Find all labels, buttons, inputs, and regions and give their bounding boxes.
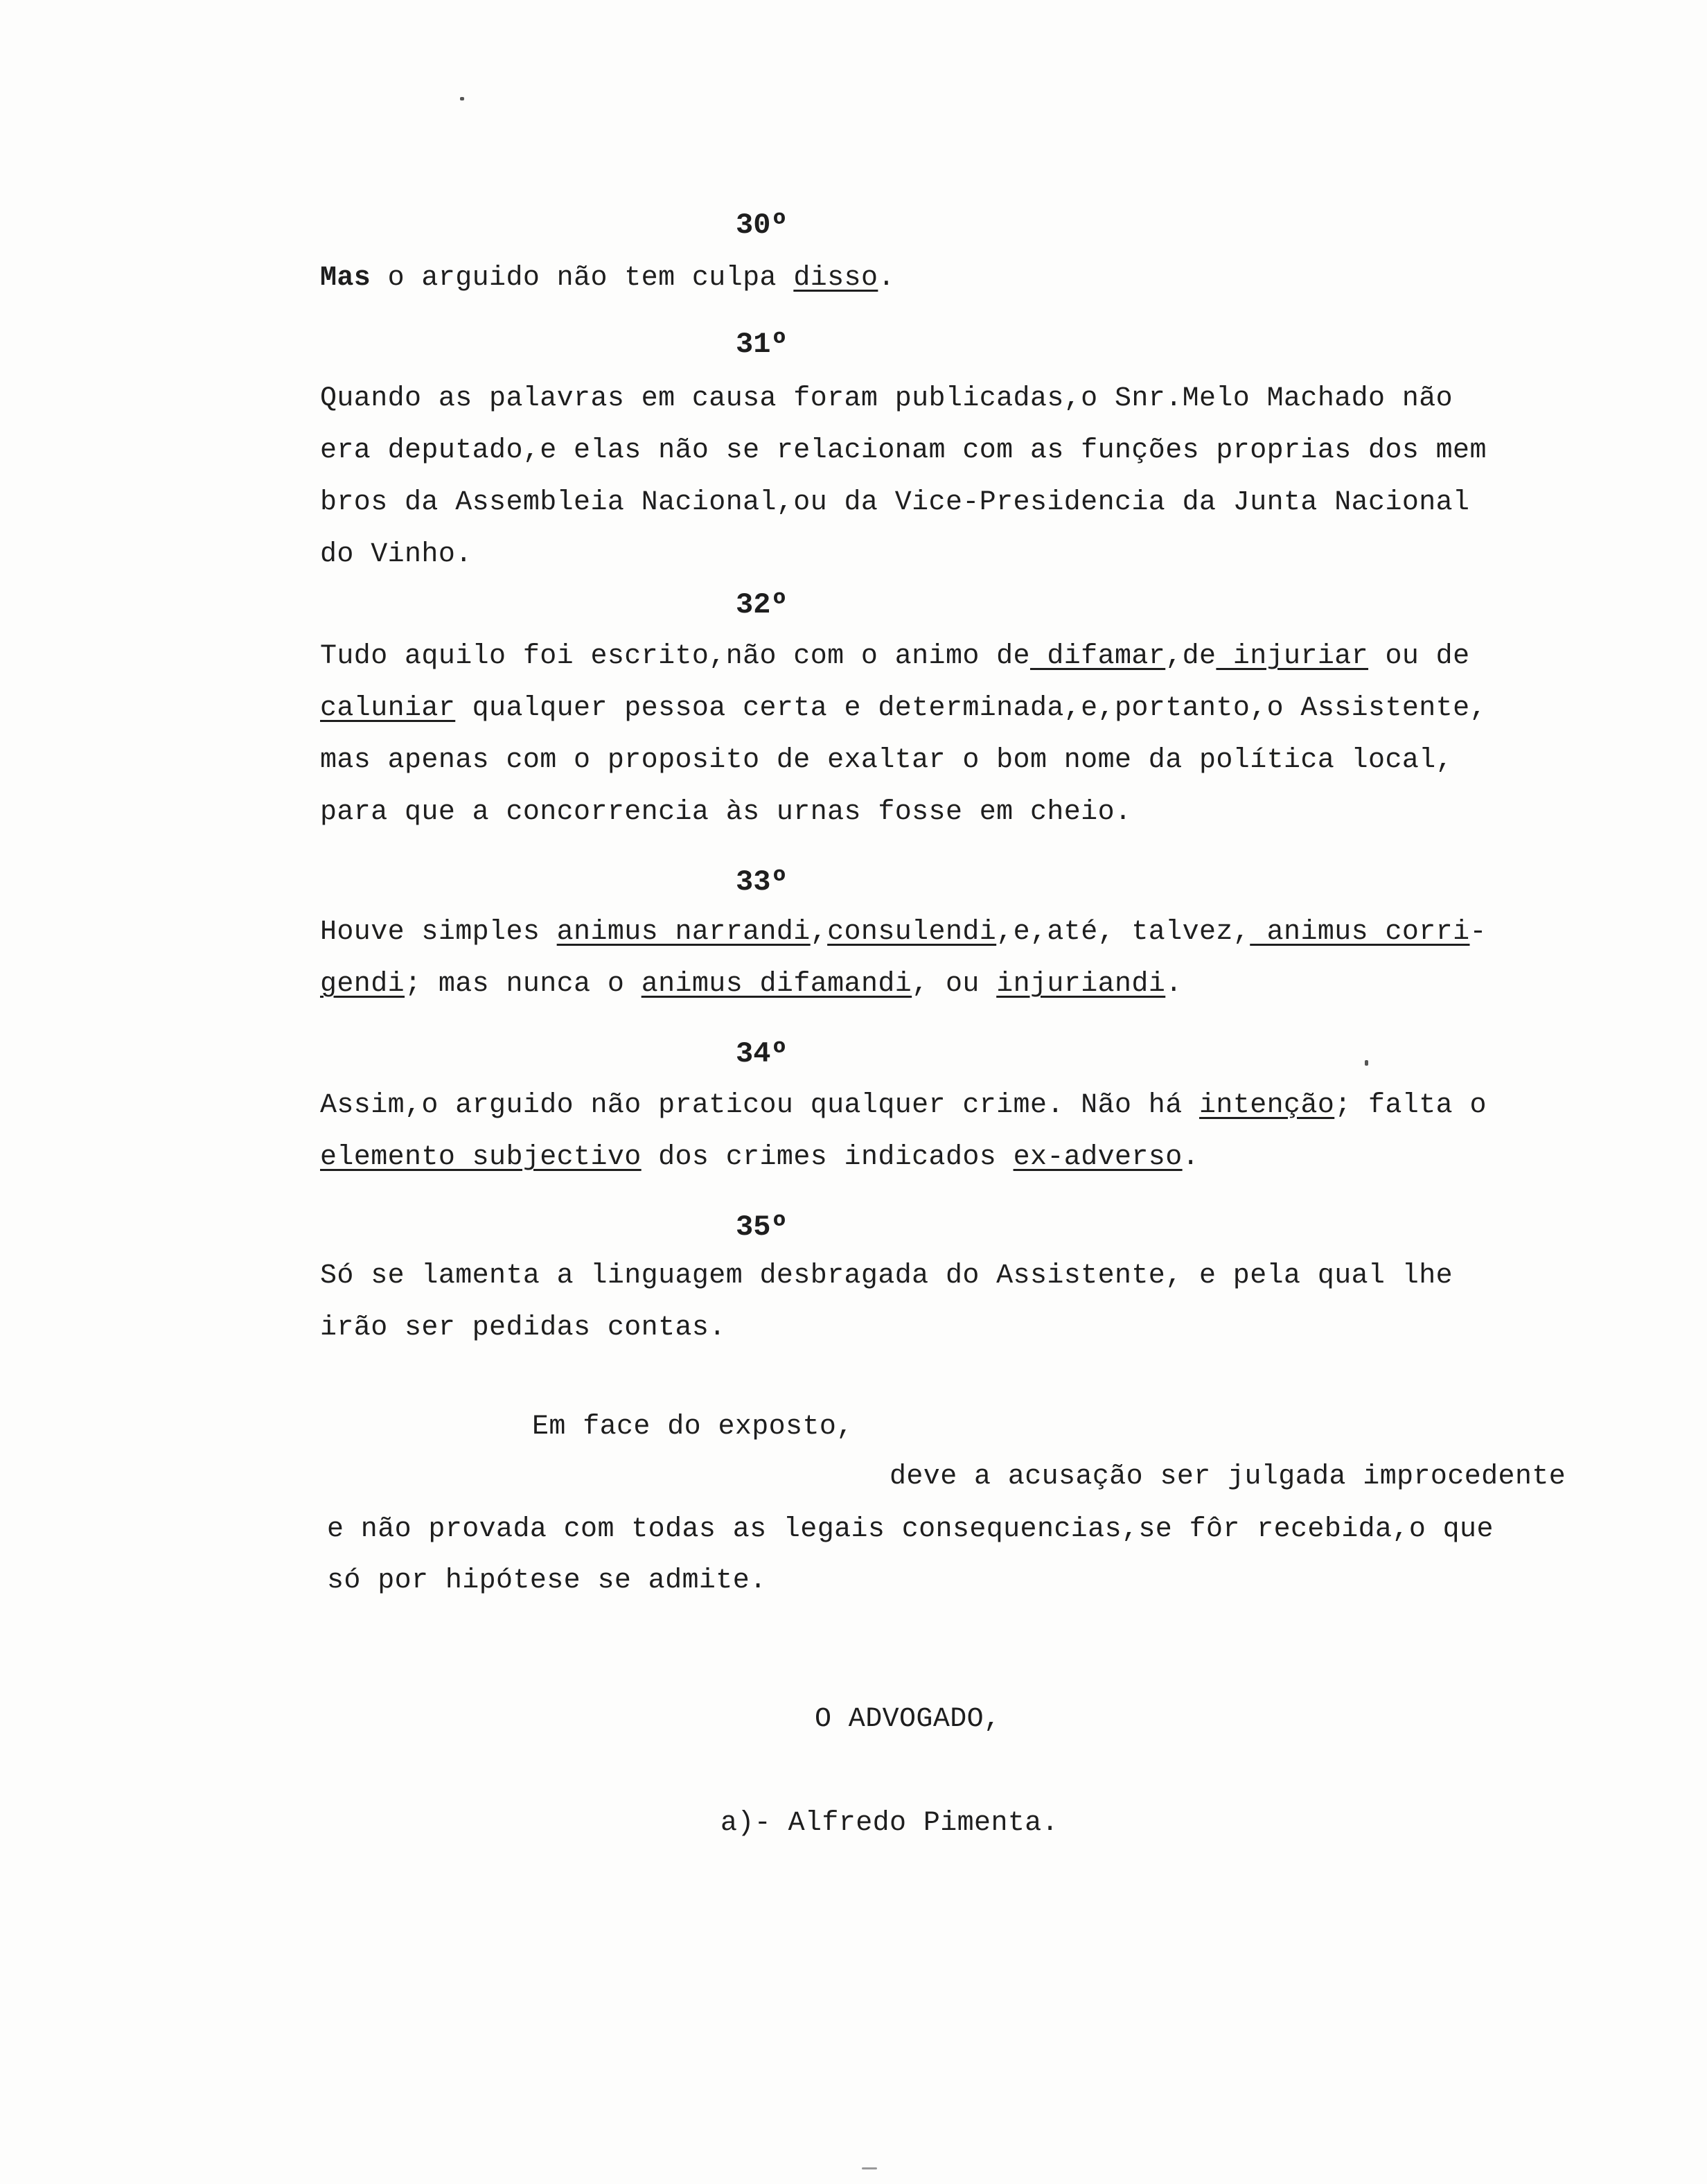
underlined-text: gendi xyxy=(320,969,405,1000)
text-segment: Só se lamenta a linguagem desbragada do Assistente, e pela qual lhe xyxy=(320,1260,1453,1292)
article-line xyxy=(320,643,1470,671)
text-segment: qualquer pessoa certa e determinada,e,portanto,o Assistente, xyxy=(455,693,1487,724)
underlined-text: elemento subjectivo xyxy=(320,1142,642,1173)
text-segment: o arguido não tem culpa xyxy=(371,263,794,294)
closing-intro: Em face do exposto, xyxy=(532,1411,854,1443)
article-number: 33º xyxy=(736,865,788,899)
text-segment: dos crimes indicados xyxy=(641,1142,1014,1173)
signature-title: O ADVOGADO, xyxy=(815,1704,1001,1735)
article-line xyxy=(320,919,1487,946)
text-segment: do Vinho. xyxy=(320,539,472,570)
text-segment: . xyxy=(1165,969,1183,1000)
article-number: 30º xyxy=(736,209,788,242)
text-segment: - xyxy=(1469,917,1487,948)
article-line xyxy=(320,1314,726,1342)
article-number: 31º xyxy=(736,328,788,361)
article-line xyxy=(320,1092,1487,1120)
underlined-text: injuriar xyxy=(1216,641,1369,672)
text-segment: ou de xyxy=(1368,641,1470,672)
article-line xyxy=(320,971,1183,998)
text-segment: ; mas nunca o xyxy=(405,969,642,1000)
article-number: 34º xyxy=(736,1037,788,1071)
article-line xyxy=(320,437,1487,465)
text-segment: Quando as palavras em causa foram publicadas,o Snr.Melo Machado não xyxy=(320,383,1453,414)
article-line xyxy=(320,265,895,292)
underlined-text: animus corri xyxy=(1250,917,1470,948)
article-line xyxy=(320,747,1453,775)
text-segment: mas apenas com o proposito de exaltar o bom nome da política local, xyxy=(320,745,1453,776)
article-line xyxy=(320,385,1453,413)
underlined-text: injuriandi xyxy=(996,969,1166,1000)
text-segment: para que a concorrencia às urnas fosse em cheio. xyxy=(320,797,1132,828)
article-line xyxy=(320,489,1469,517)
text-segment: , xyxy=(810,917,828,948)
text-segment: Assim,o arguido não praticou qualquer crime. Não há xyxy=(320,1090,1200,1121)
scan-speck xyxy=(862,2167,877,2169)
text-segment: ,de xyxy=(1165,641,1217,672)
underlined-text: difamar xyxy=(1029,641,1166,672)
text-segment: Mas xyxy=(320,263,371,294)
article-number: 32º xyxy=(736,588,788,622)
article-line xyxy=(320,695,1487,723)
scan-speck xyxy=(1365,1060,1368,1066)
article-line xyxy=(320,1144,1199,1172)
underlined-text: intenção xyxy=(1199,1090,1335,1121)
underlined-text: animus narrandi xyxy=(556,917,811,948)
closing-line-2: e não provada com todas as legais consequencias,se fôr recebida,o que xyxy=(327,1514,1494,1545)
text-segment: bros da Assembleia Nacional,ou da Vice-Presidencia da Junta Nacional xyxy=(320,487,1470,518)
text-segment: , ou xyxy=(912,969,997,1000)
underlined-text: caluniar xyxy=(320,693,456,724)
article-line xyxy=(320,1262,1453,1290)
underlined-text: ex-adverso xyxy=(1013,1142,1183,1173)
text-segment: Houve simples xyxy=(320,917,557,948)
signature-name: a)- Alfredo Pimenta. xyxy=(720,1808,1059,1839)
scan-speck xyxy=(460,97,464,100)
text-segment: irão ser pedidas contas. xyxy=(320,1312,726,1344)
text-segment: Tudo aquilo foi escrito,não com o animo de xyxy=(320,641,1030,672)
text-segment: ,e,até, talvez, xyxy=(996,917,1250,948)
article-number: 35º xyxy=(736,1210,788,1244)
underlined-text: animus difamandi xyxy=(641,969,912,1000)
underlined-text: consulendi xyxy=(827,917,997,948)
article-line xyxy=(320,541,472,569)
article-line xyxy=(320,799,1131,827)
closing-line-3: só por hipótese se admite. xyxy=(327,1565,767,1596)
text-segment: . xyxy=(1182,1142,1200,1173)
underlined-text: disso xyxy=(793,263,878,294)
closing-line-1: deve a acusação ser julgada improcedente xyxy=(890,1461,1566,1492)
text-segment: ; falta o xyxy=(1334,1090,1487,1121)
text-segment: . xyxy=(878,263,895,294)
text-segment: era deputado,e elas não se relacionam com as funções proprias dos mem xyxy=(320,435,1487,466)
